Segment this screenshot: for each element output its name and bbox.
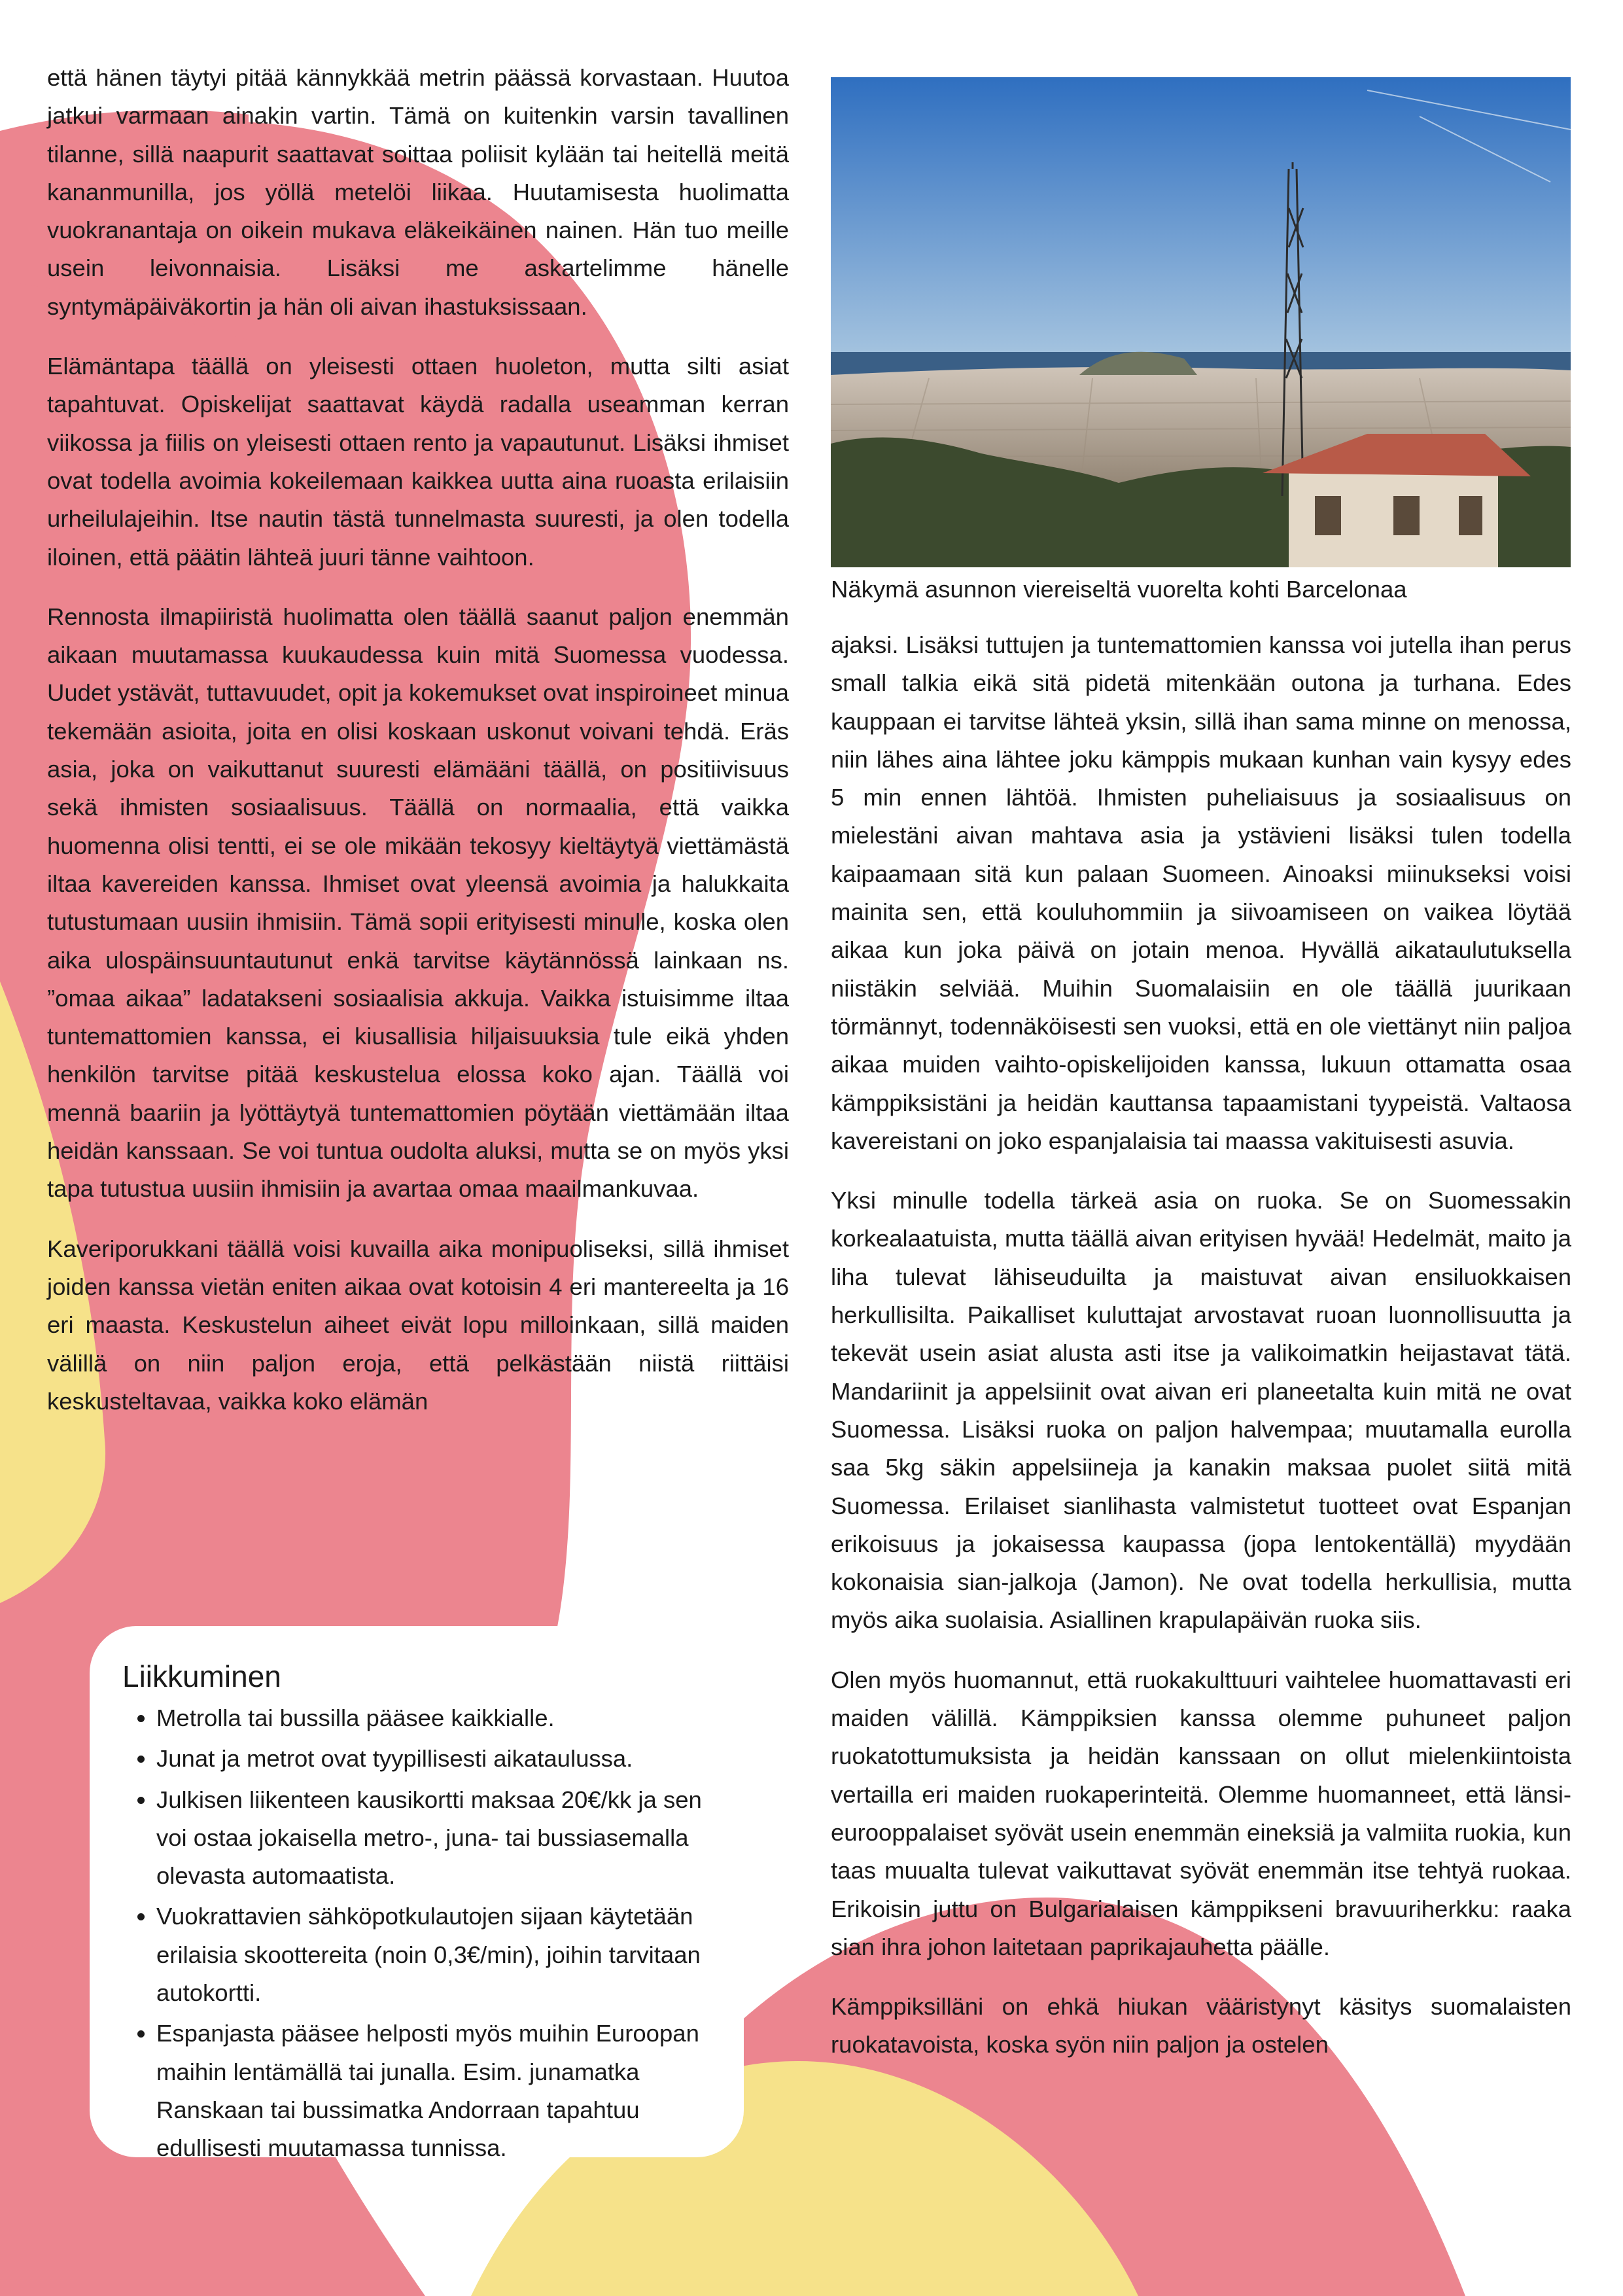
left-text-column (47, 59, 789, 1442)
right-paragraph-1: ajaksi. Lisäksi tuttujen ja tuntemattomien kanssa voi jutella ihan perus small talkia eikä sitä pidetä mitenkään outona ja turhana. Edes kauppaan ei tarvitse lähteä yksin, sillä ihan sama minne on menossa, niin lähes aina lähtee joku kämppis mukaan kunhan vain kysyy edes 5 min ennen lähtöä. Ihmisten puheliaisuus ja sosiaalisuus on mielestäni aivan mahtava asia ja ystävieni lisäksi tulen todella kaipaamaan sitä kun palaan Suomeen. Ainoaksi miinukseksi voisi mainita sen, että kouluhommiin ja siivoamiseen on vaikea löytää aikaa kun joka päivä on jotain menoa. Hyvällä aikataulutuksella niistäkin selviää. Muihin Suomalaisiin en ole täällä juurikaan törmännyt, todennäköisesti sen vuoksi, että en ole viettänyt niin paljoa aikaa muiden vaihto-opiskelijoiden kanssa, lukuun ottamatta osaa kämppiksistäni ja heidän kauttansa tapaamistani tyypeistä. Valtaosa kavereistani on joko espanjalaisia tai maassa vakituisesti asuvia. (831, 631, 1571, 1154)
barcelona-photo (831, 77, 1571, 567)
right-paragraph-2: Yksi minulle todella tärkeä asia on ruoka. Se on Suomessakin korkealaatuista, mutta täällä aivan erityisen hyvää! Hedelmät, maito ja liha tulevat lähiseuduilta ja maistuvat aivan ensiluokkaisen herkullisilta. Paikalliset kuluttajat arvostavat ruoan luonnollisuutta ja tekevät usein asiat alusta asti itse ja valikoimatkin heijastavat tätä. Mandariinit ja appelsiinit ovat aivan eri planeetalta kuin mitä ne ovat Suomessa. Lisäksi ruoka on paljon halvempaa; muutamalla eurolla saa 5kg säkin appelsiineja ja kanakin maksaa puolet siitä mitä Suomessa. Erilaiset sianlihasta valmistetut tuotteet ovat Espanjan erikoisuus ja jokaisessa kaupassa (jopa lentokentällä) myydään kokonaisia sian-jalkoja (Jamon). Ne ovat todella herkullisia, mutta myös aika suolaisia. Asiallinen krapulapäivän ruoka siis. (831, 1187, 1571, 1634)
left-paragraph-2: Elämäntapa täällä on yleisesti ottaen huoleton, mutta silti asiat tapahtuvat. Opiskelijat saattavat käydä radalla useamman kerran viikossa ja fiilis on yleisesti ottaen rento ja vapautunut. Lisäksi ihmiset ovat todella avoimia kokeilemaan kaikkea uutta aina ruoasta erilaisiin urheilulajeihin. Itse nautin tästä tunnelmasta suuresti, ja olen todella iloinen, että päätin lähteä juuri tänne vaihtoon. (47, 353, 789, 571)
right-paragraph-4: Kämppiksilläni on ehkä hiukan vääristynyt käsitys suomalaisten ruokatavoista, koska syön niin paljon ja ostelen (831, 1993, 1571, 2058)
info-box-list (122, 1699, 718, 2168)
list-item: • Metrolla tai bussilla pääsee kaikkialle. (156, 1699, 718, 1737)
list-item: • Julkisen liikenteen kausikortti maksaa 20€/kk ja sen voi ostaa jokaisella metro-, juna- tai bussiasemalla olevasta automaatista. (156, 1781, 718, 1896)
photo-caption: Näkymä asunnon viereiseltä vuorelta kohti Barcelonaa (831, 576, 1407, 603)
right-text-column (831, 626, 1571, 2086)
transport-info-box (90, 1626, 744, 2162)
list-item: • Junat ja metrot ovat tyypillisesti aikataulussa. (156, 1740, 718, 1778)
right-paragraph-3: Olen myös huomannut, että ruokakulttuuri vaihtelee huomattavasti eri maiden välillä. Kämppiksien kanssa olemme puhuneet paljon ruokatottumuksista ja heidän kanssaan on ollut mielenkiintoista vertailla eri maiden ruokaperinteitä. Olemme huomanneet, että länsi-eurooppalaiset syövät usein enemmän eineksiä ja valmiita ruokia, kun taas muualta tulevat vaikuttavat syövät enemmän itse tehtyä ruokaa. Erikoisin juttu on Bulgarialaisen kämppikseni bravuuriherkku: raaka sian ihra johon laitetaan paprikajauhetta päälle. (831, 1666, 1571, 1960)
left-paragraph-1: että hänen täytyi pitää kännykkää metrin päässä korvastaan. Huutoa jatkui varmaan ainakin vartin. Tämä on kuitenkin varsin tavallinen tilanne, sillä naapurit saattavat soittaa poliisit kylään tai heitellä meitä kananmunilla, jos yöllä metelöi liikaa. Huutamisesta huolimatta vuokranantaja on oikein mukava eläkeikäinen nainen. Hän tuo meille usein leivonnaisia. Lisäksi me askartelimme hänelle syntymäpäiväkortin ja hän oli aivan ihastuksissaan. (47, 64, 789, 320)
left-paragraph-3: Rennosta ilmapiiristä huolimatta olen täällä saanut paljon enemmän aikaan muutamassa kuukaudessa kuin mitä Suomessa vuodessa. Uudet ystävät, tuttavuudet, opit ja kokemukset ovat inspiroineet minua tekemään asioita, joita en olisi koskaan uskonut voivani tehdä. Eräs asia, joka on vaikuttanut suuresti elämääni täällä, on positiivisuus sekä ihmisten sosiaalisuus. Täällä on normaalia, että vaikka huomenna olisi tentti, ei se ole mikään tekosyy kieltäytyä viettämästä iltaa kavereiden kanssa. Ihmiset ovat yleensä avoimia ja halukkaita tutustumaan uusiin ihmisiin. Tämä sopii erityisesti minulle, koska olen aika ulospäinsuuntautunut enkä tarvitse käytännössä lainkaan ns. ”omaa aikaa” ladatakseni sosiaalisia akkuja. Vaikka istuisimme iltaa tuntemattomien kanssa, ei kiusallisia hiljaisuuksia tule eikä yhden henkilön tarvitse pitää keskustelua elossa koko ajan. Täällä voi mennä baariin ja lyöttäytyä tuntemattomien pöytään viettämään iltaa heidän kanssaan. Se voi tuntua oudolta aluksi, mutta se on myös yksi tapa tutustua uusiin ihmisiin ja avartaa omaa maailmankuvaa. (47, 603, 789, 1203)
list-item: • Vuokrattavien sähköpotkulautojen sijaan käytetään erilaisia skoottereita (noin 0,3€/min), joihin tarvitaan autokortti. (156, 1898, 718, 2012)
sky (831, 77, 1571, 365)
info-box-title: Liikkuminen (122, 1659, 281, 1693)
list-item: • Espanjasta pääsee helposti myös muihin Euroopan maihin lentämällä tai junalla. Esim. junamatka Ranskaan tai bussimatka Andorraan tapahtuu edullisesti muutamassa tunnissa. (156, 2015, 718, 2167)
left-paragraph-4: Kaveriporukkani täällä voisi kuvailla aika monipuoliseksi, sillä ihmiset joiden kanssa vietän eniten aikaa ovat kotoisin 4 eri mantereelta ja 16 eri maasta. Keskustelun aiheet eivät lopu milloinkaan, sillä maiden välillä on niin paljon eroja, että pelkästään niistä riittäisi keskusteltavaa, vaikka koko elämän (47, 1235, 789, 1415)
